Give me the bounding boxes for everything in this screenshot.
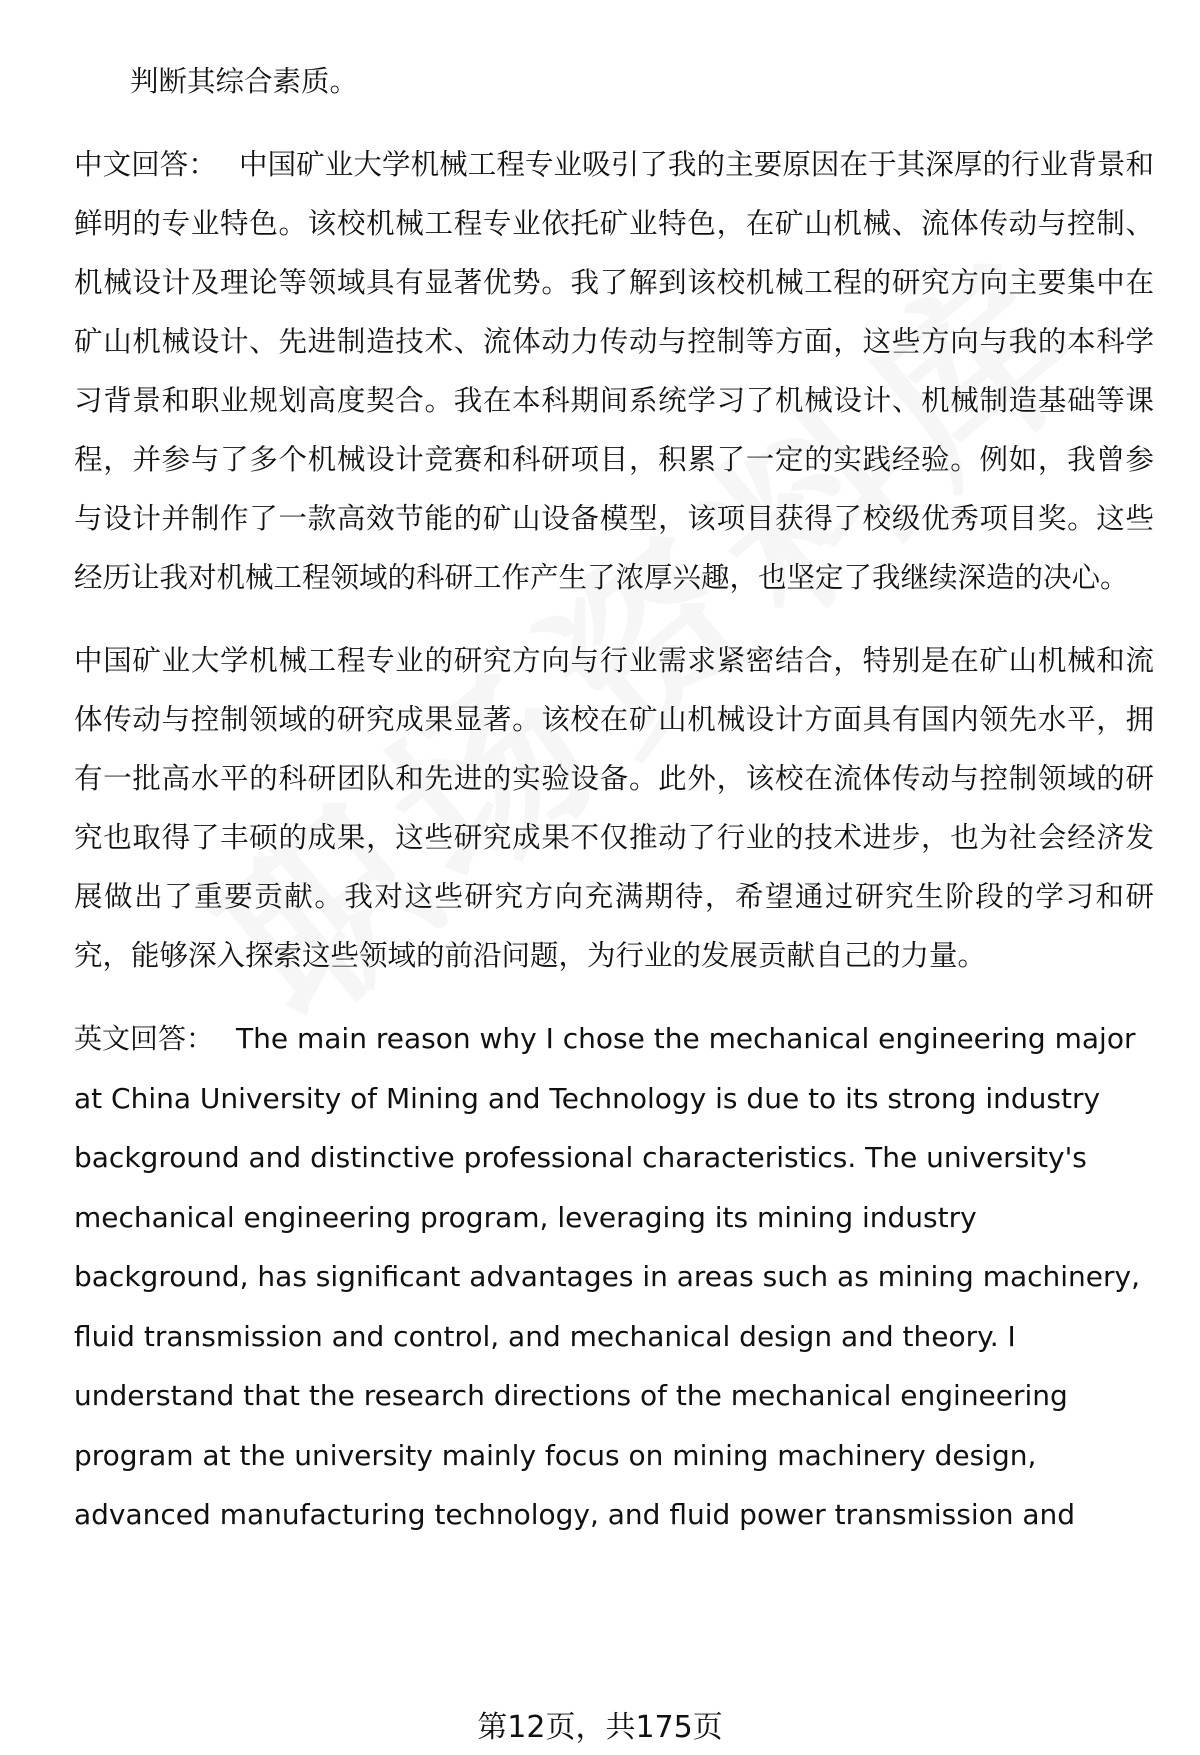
page-content — [74, 52, 1154, 1545]
english-answer-label: 英文回答： — [74, 1022, 215, 1055]
chinese-answer-label: 中文回答： — [74, 148, 217, 181]
intro-tail-paragraph: 判断其综合素质。 — [130, 65, 359, 98]
english-answer-text-1: The main reason why I chose the mechanical engineering major at China University of Mining and Technology is due to its strong industry background and distinctive professional characteristics. The university's mechanical engineering program, leveraging its mining industry background, has significant advantages in areas such as mining machinery, fluid transmission and control, and mechanical design and theory. I understand that the research directions of the mechanical engineering program at the university mainly focus on mining machinery design, advanced manufacturing technology, and fluid power transmission and — [74, 1022, 1140, 1531]
page-number: 第12页，共175页 — [477, 1710, 723, 1745]
chinese-answer-paragraph-2: 中国矿业大学机械工程专业的研究方向与行业需求紧密结合，特别是在矿山机械和流体传动与控制领域的研究成果显著。该校在矿山机械设计方面具有国内领先水平，拥有一批高水平的科研团队和先进的实验设备。此外，该校在流体传动与控制领域的研究也取得了丰硕的成果，这些研究成果不仅推动了行业的技术进步，也为社会经济发展做出了重要贡献。我对这些研究方向充满期待，希望通过研究生阶段的学习和研究，能够深入探索这些领域的前沿问题，为行业的发展贡献自己的力量。 — [74, 644, 1154, 972]
chinese-answer-text-1: 中国矿业大学机械工程专业吸引了我的主要原因在于其深厚的行业背景和鲜明的专业特色。该校机械工程专业依托矿业特色，在矿山机械、流体传动与控制、机械设计及理论等领域具有显著优势。我了解到该校机械工程的研究方向主要集中在矿山机械设计、先进制造技术、流体动力传动与控制等方面，这些方向与我的本科学习背景和职业规划高度契合。我在本科期间系统学习了机械设计、机械制造基础等课程，并参与了多个机械设计竞赛和科研项目，积累了一定的实践经验。例如，我曾参与设计并制作了一款高效节能的矿山设备模型，该项目获得了校级优秀项目奖。这些经历让我对机械工程领域的科研工作产生了浓厚兴趣，也坚定了我继续深造的决心。 — [74, 148, 1154, 594]
english-answer-paragraph-1 — [74, 1009, 1154, 1545]
chinese-answer-paragraph-1 — [74, 135, 1154, 607]
